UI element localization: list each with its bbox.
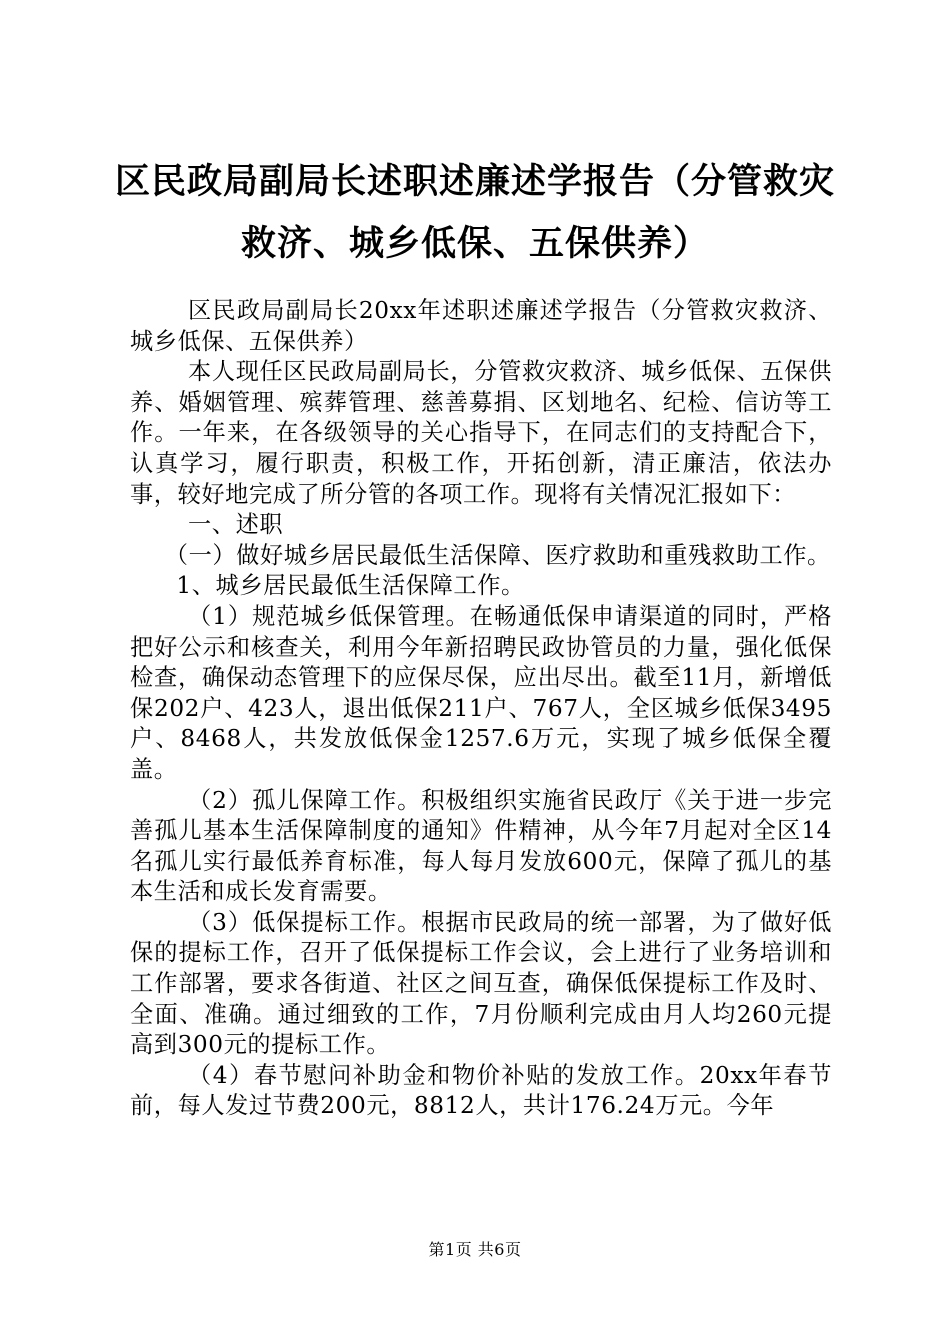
- document-body: [130, 296, 832, 1122]
- document-title-line-1: 区民政局副局长述职述廉述学报告（分管救灾: [114, 161, 835, 202]
- paragraph-dibao-management: （1）规范城乡低保管理。在畅通低保申请渠道的同时，严格把好公示和核查关，利用今年新招聘民政协管员的力量，强化低保检查，确保动态管理下的应保尽保，应出尽出。截至11月，新增低保202户、423人，退出低保211户、767人，全区城乡低保3495户、8468人，共发放低保金1257.6万元，实现了城乡低保全覆盖。: [130, 602, 832, 783]
- paragraph-introduction: 本人现任区民政局副局长，分管救灾救济、城乡低保、五保供养、婚姻管理、殡葬管理、慈善募捐、区划地名、纪检、信访等工作。一年来，在各级领导的关心指导下，在同志们的支持配合下，认真学习，履行职责，积极工作，开拓创新，清正廉洁，依法办事，较好地完成了所分管的各项工作。现将有关情况汇报如下：: [130, 358, 832, 508]
- section-heading-shuzhi: 一、述职: [188, 511, 284, 539]
- subsection-heading-1: （一）做好城乡居民最低生活保障、医疗救助和重残救助工作。: [164, 541, 831, 569]
- item-heading-1: 1、城乡居民最低生活保障工作。: [176, 572, 525, 600]
- paragraph-report-heading: 区民政局副局长20xx年述职述廉述学报告（分管救灾救济、城乡低保、五保供养）: [130, 297, 832, 355]
- paragraph-orphan-support: （2）孤儿保障工作。积极组织实施省民政厅《关于进一步完善孤儿基本生活保障制度的通知》件精神，从今年7月起对全区14名孤儿实行最低养育标准，每人每月发放600元，保障了孤儿的基本生活和成长发育需要。: [130, 786, 832, 906]
- paragraph-spring-festival-subsidy: （4）春节慰问补助金和物价补贴的发放工作。20xx年春节前，每人发过节费200元，8812人，共计176.24万元。今年: [130, 1061, 832, 1120]
- document-title-line-2: 救济、城乡低保、五保供养）: [240, 223, 709, 264]
- page-number-footer: 第1页 共6页: [428, 1240, 522, 1259]
- paragraph-dibao-standard-raise: （3）低保提标工作。根据市民政局的统一部署，为了做好低保的提标工作，召开了低保提标工作会议，会上进行了业务培训和工作部署，要求各街道、社区之间互查，确保低保提标工作及时、全面、准确。通过细致的工作，7月份顺利完成由月人均260元提高到300元的提标工作。: [130, 908, 832, 1059]
